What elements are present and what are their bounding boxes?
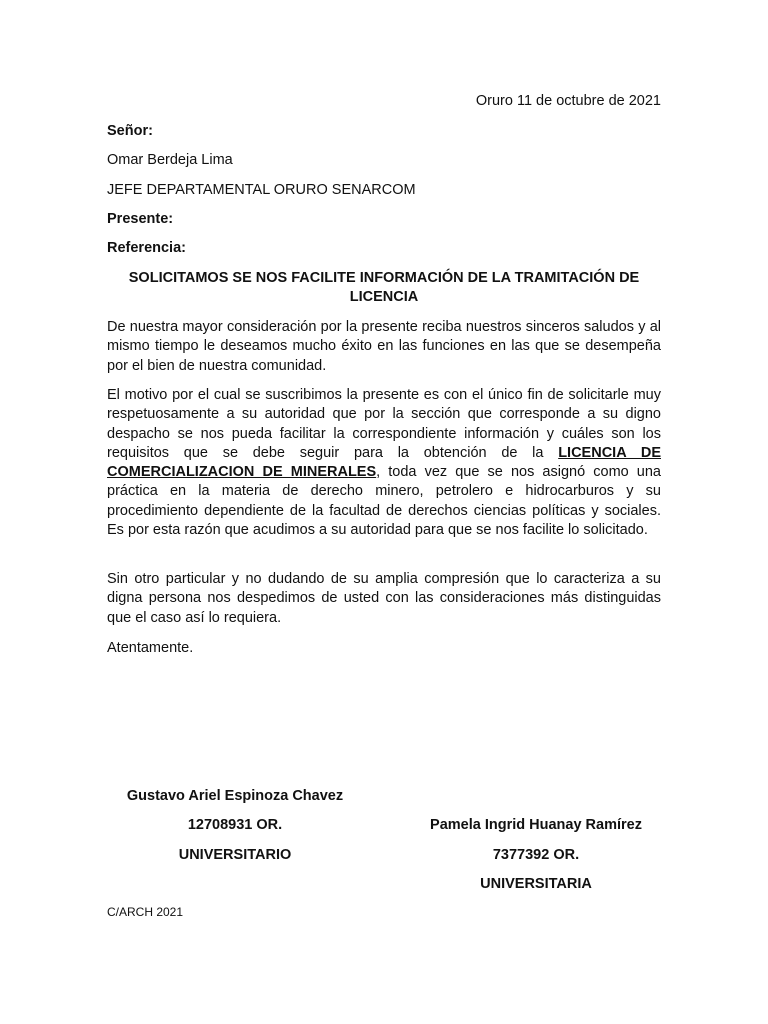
signer-2-name: Pamela Ingrid Huanay Ramírez	[430, 817, 642, 833]
archive-reference: C/ARCH 2021	[107, 905, 184, 919]
subject-line-1: SOLICITAMOS SE NOS FACILITE INFORMACIÓN DE LA TRAMITACIÓN DE	[128, 270, 640, 286]
subject-heading	[107, 269, 661, 307]
paragraph-2-after: , toda vez que se nos asignó como una práctica en la materia de derecho minero, petrolero e hidrocarburos y su procedimiento dependiente de la facultad de derechos ciencias políticas y sociales. Es por esta razón que acudimos a su autoridad para que se nos facilite lo solicitado.	[107, 464, 661, 539]
presente-label: Presente:	[107, 211, 174, 227]
paragraph-2-text	[107, 386, 661, 540]
paragraph-closing	[107, 570, 661, 628]
paragraph-request	[107, 386, 661, 540]
letter-date: Oruro 11 de octubre de 2021	[475, 93, 661, 109]
paragraph-greeting	[107, 318, 661, 376]
signer-1-name: Gustavo Ariel Espinoza Chavez	[126, 788, 344, 804]
closing-word: Atentamente.	[107, 640, 194, 656]
paragraph-3-text: Sin otro particular y no dudando de su amplia compresión que lo caracteriza a su digna persona nos despedimos de usted con las consideraciones más distinguidas que el caso así lo requiera.	[107, 571, 661, 626]
signer-2-id: 7377392 OR.	[492, 847, 580, 863]
subject-line-2: LICENCIA	[349, 289, 419, 305]
paragraph-2-before: El motivo por el cual se suscribimos la presente es con el único fin de solicitarle muy respetuosamente a su autoridad que por la sección que corresponde a su digno despacho se nos pueda facilitar la correspondiente información y cuáles son los requisitos que se debe seguir para la obtención de la	[107, 387, 661, 461]
signer-1-role: UNIVERSITARIO	[178, 847, 292, 863]
salutation: Señor:	[107, 123, 153, 139]
paragraph-1-text: De nuestra mayor consideración por la presente reciba nuestros sinceros saludos y al mismo tiempo le deseamos mucho éxito en las funciones en las que se desempeña por el bien de nuestra comunidad.	[107, 319, 661, 374]
license-emphasis: LICENCIA DE COMERCIALIZACION DE MINERALES	[107, 444, 661, 481]
signer-1-id: 12708931 OR.	[187, 817, 283, 833]
recipient-name: Omar Berdeja Lima	[107, 152, 233, 168]
referencia-label: Referencia:	[107, 240, 186, 256]
recipient-title: JEFE DEPARTAMENTAL ORURO SENARCOM	[107, 182, 416, 198]
signer-2-role: UNIVERSITARIA	[480, 876, 592, 892]
